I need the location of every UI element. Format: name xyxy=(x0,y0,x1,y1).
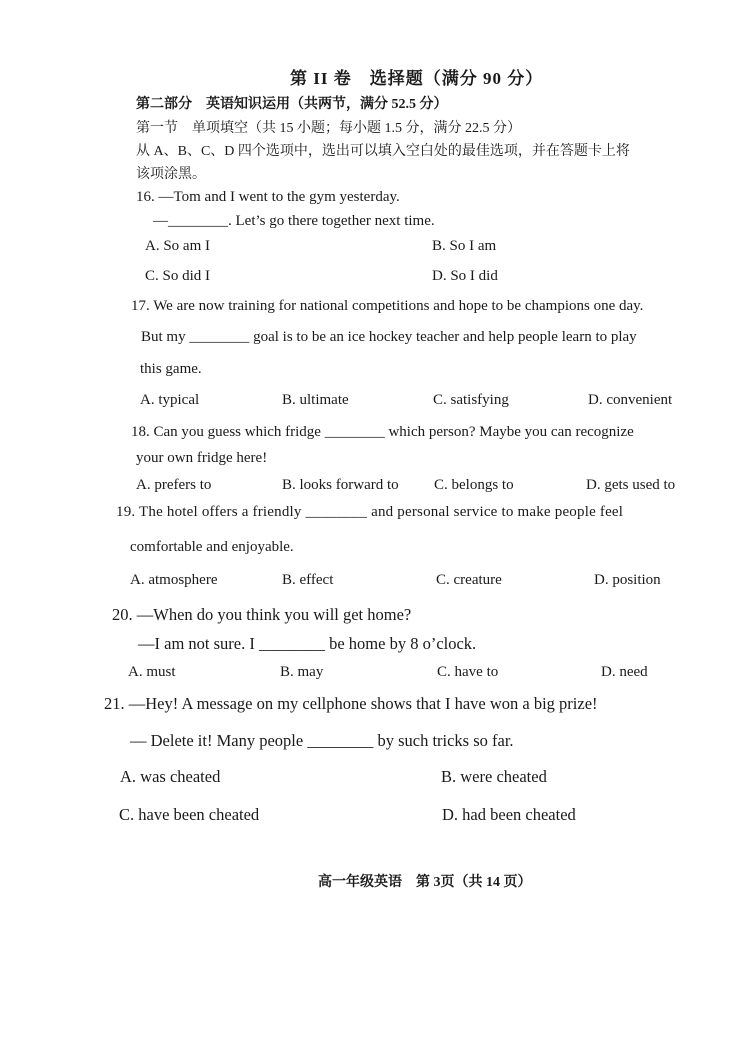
question-line: —I am not sure. I ________ be home by 8 o’clock. xyxy=(138,634,477,653)
question-line: 20. —When do you think you will get home? xyxy=(112,605,412,624)
option-b[interactable]: B. effect xyxy=(282,572,334,588)
option-d[interactable]: D. need xyxy=(601,664,648,680)
option-a[interactable]: A. atmosphere xyxy=(130,572,218,588)
option-c[interactable]: C. satisfying xyxy=(433,392,509,408)
option-b[interactable]: B. were cheated xyxy=(441,767,547,786)
page-footer: 高一年级英语 第 3页（共 14 页） xyxy=(318,875,532,890)
option-b[interactable]: B. looks forward to xyxy=(282,477,399,493)
option-c[interactable]: C. belongs to xyxy=(434,477,514,493)
option-c[interactable]: C. have been cheated xyxy=(119,805,260,824)
option-b[interactable]: B. ultimate xyxy=(282,392,349,408)
question-line: your own fridge here! xyxy=(136,450,268,466)
option-d[interactable]: D. gets used to xyxy=(586,477,676,493)
question-line: comfortable and enjoyable. xyxy=(130,539,294,555)
instruction-line-2: 该项涂黑。 xyxy=(136,167,206,182)
option-d[interactable]: D. So I did xyxy=(432,268,498,284)
question-line: 21. —Hey! A message on my cellphone shows that I have won a big prize! xyxy=(104,694,598,713)
section-heading: 第一节 单项填空（共 15 小题；每小题 1.5 分，满分 22.5 分） xyxy=(136,121,521,136)
question-line: 16. —Tom and I went to the gym yesterday. xyxy=(136,189,400,205)
question-line: —________. Let’s go there together next time. xyxy=(153,213,435,229)
option-a[interactable]: A. prefers to xyxy=(136,477,212,493)
part-heading: 第二部分 英语知识运用（共两节，满分 52.5 分） xyxy=(136,97,448,112)
option-c[interactable]: C. creature xyxy=(436,572,502,588)
option-b[interactable]: B. may xyxy=(280,664,324,680)
question-line: 19. The hotel offers a friendly ________ and personal service to make people feel xyxy=(116,504,624,520)
question-line: But my ________ goal is to be an ice hockey teacher and help people learn to play xyxy=(141,329,637,345)
option-a[interactable]: A. typical xyxy=(140,392,200,408)
option-a[interactable]: A. was cheated xyxy=(120,767,221,786)
question-line: 17. We are now training for national competitions and hope to be champions one day. xyxy=(131,298,644,314)
option-d[interactable]: D. convenient xyxy=(588,392,673,408)
question-line: 18. Can you guess which fridge ________ which person? Maybe you can recognize xyxy=(131,424,634,440)
option-d[interactable]: D. had been cheated xyxy=(442,805,576,824)
option-c[interactable]: C. So did I xyxy=(145,268,211,284)
option-a[interactable]: A. So am I xyxy=(145,238,210,254)
page-title: 第 II 卷 选择题（满分 90 分） xyxy=(290,69,544,88)
instruction-line-1: 从 A、B、C、D 四个选项中，选出可以填入空白处的最佳选项，并在答题卡上将 xyxy=(136,144,630,159)
question-line: — Delete it! Many people ________ by such tricks so far. xyxy=(130,731,514,750)
option-b[interactable]: B. So I am xyxy=(432,238,497,254)
option-d[interactable]: D. position xyxy=(594,572,661,588)
option-a[interactable]: A. must xyxy=(128,664,176,680)
question-line: this game. xyxy=(140,361,202,377)
option-c[interactable]: C. have to xyxy=(437,664,499,680)
